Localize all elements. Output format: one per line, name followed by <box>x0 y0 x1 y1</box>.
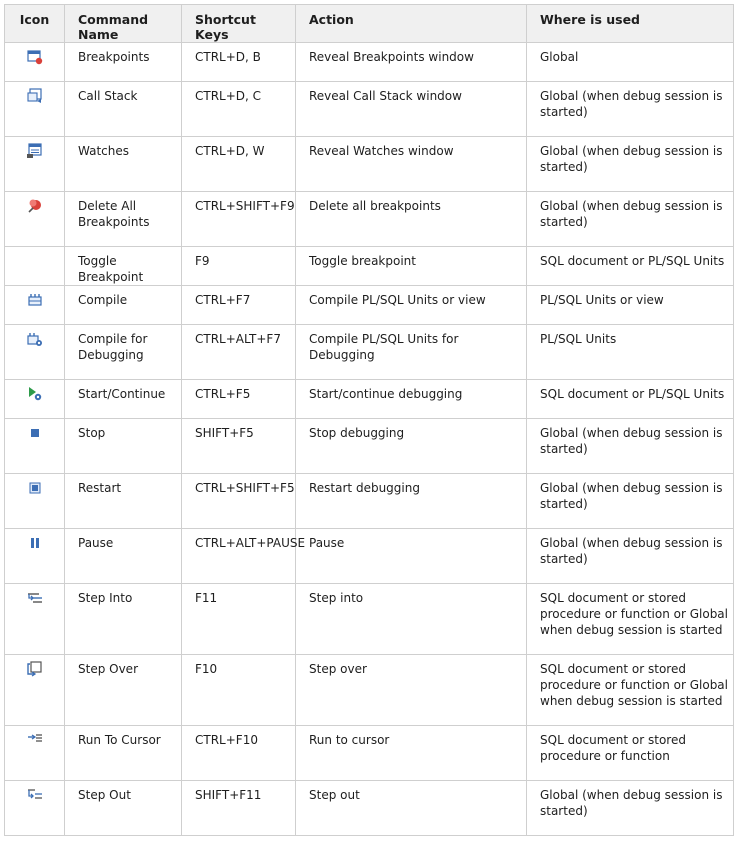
where-used-cell: Global (when debug session is started) <box>527 781 734 836</box>
icon-cell <box>5 726 65 781</box>
restart-icon <box>27 480 43 496</box>
where-used-cell: SQL document or PL/SQL Units <box>527 380 734 419</box>
table-row <box>5 192 734 247</box>
command-name-cell: Step Out <box>65 781 182 836</box>
breakpoints-window-icon <box>27 49 43 65</box>
shortcuts-table <box>4 4 734 836</box>
where-used-cell: PL/SQL Units or view <box>527 286 734 325</box>
action-cell: Restart debugging <box>296 474 527 529</box>
step-into-icon <box>27 590 43 606</box>
where-used-cell: SQL document or stored procedure or function or Global when debug session is started <box>527 655 734 726</box>
compile-icon <box>27 292 43 308</box>
action-cell: Step over <box>296 655 527 726</box>
icon-cell <box>5 655 65 726</box>
watches-window-icon <box>27 143 43 159</box>
pause-icon <box>27 535 43 551</box>
where-used-cell: PL/SQL Units <box>527 325 734 380</box>
action-cell: Delete all breakpoints <box>296 192 527 247</box>
shortcut-keys-cell: CTRL+ALT+PAUSE <box>182 529 296 584</box>
where-used-cell: Global (when debug session is started) <box>527 419 734 474</box>
shortcut-keys-cell: CTRL+SHIFT+F9 <box>182 192 296 247</box>
table-row <box>5 247 734 286</box>
action-cell: Toggle breakpoint <box>296 247 527 286</box>
delete-breakpoints-icon <box>27 198 43 214</box>
shortcut-keys-cell: CTRL+F7 <box>182 286 296 325</box>
table-row <box>5 474 734 529</box>
where-used-cell: SQL document or stored procedure or function <box>527 726 734 781</box>
table-row <box>5 655 734 726</box>
command-name-cell: Call Stack <box>65 82 182 137</box>
icon-cell <box>5 137 65 192</box>
icon-cell <box>5 43 65 82</box>
command-name-cell: Restart <box>65 474 182 529</box>
table-row <box>5 584 734 655</box>
action-cell: Reveal Call Stack window <box>296 82 527 137</box>
command-name-cell: Start/Continue <box>65 380 182 419</box>
step-out-icon <box>27 787 43 803</box>
command-name-cell: Step Into <box>65 584 182 655</box>
command-name-cell: Delete All Breakpoints <box>65 192 182 247</box>
shortcut-keys-cell: SHIFT+F5 <box>182 419 296 474</box>
shortcut-keys-cell: SHIFT+F11 <box>182 781 296 836</box>
shortcut-keys-cell: CTRL+D, W <box>182 137 296 192</box>
header-row <box>5 5 734 43</box>
compile-debug-icon <box>27 331 43 347</box>
table-row <box>5 726 734 781</box>
action-cell: Compile PL/SQL Units for Debugging <box>296 325 527 380</box>
action-cell: Start/continue debugging <box>296 380 527 419</box>
shortcut-keys-cell: F9 <box>182 247 296 286</box>
command-name-cell: Step Over <box>65 655 182 726</box>
command-name-cell: Compile <box>65 286 182 325</box>
shortcut-keys-cell: CTRL+D, C <box>182 82 296 137</box>
shortcut-keys-cell: F10 <box>182 655 296 726</box>
command-name-cell: Breakpoints <box>65 43 182 82</box>
action-cell: Pause <box>296 529 527 584</box>
header-icon: Icon <box>5 5 65 43</box>
action-cell: Stop debugging <box>296 419 527 474</box>
action-cell: Run to cursor <box>296 726 527 781</box>
shortcut-keys-cell: CTRL+SHIFT+F5 <box>182 474 296 529</box>
icon-cell <box>5 584 65 655</box>
action-cell: Compile PL/SQL Units or view <box>296 286 527 325</box>
action-cell: Reveal Watches window <box>296 137 527 192</box>
where-used-cell: SQL document or PL/SQL Units <box>527 247 734 286</box>
header-where-used: Where is used <box>527 5 734 43</box>
table-row <box>5 82 734 137</box>
icon-cell <box>5 286 65 325</box>
icon-cell <box>5 529 65 584</box>
command-name-cell: Stop <box>65 419 182 474</box>
header-action: Action <box>296 5 527 43</box>
command-name-cell: Toggle Breakpoint <box>65 247 182 286</box>
action-cell: Step into <box>296 584 527 655</box>
icon-cell <box>5 82 65 137</box>
command-name-cell: Watches <box>65 137 182 192</box>
icon-cell <box>5 781 65 836</box>
shortcut-keys-cell: F11 <box>182 584 296 655</box>
where-used-cell: Global (when debug session is started) <box>527 529 734 584</box>
header-shortcut-keys: Shortcut Keys <box>182 5 296 43</box>
stop-icon <box>27 425 43 441</box>
step-over-icon <box>27 661 43 677</box>
table-row <box>5 529 734 584</box>
where-used-cell: Global <box>527 43 734 82</box>
icon-cell <box>5 474 65 529</box>
table-row <box>5 325 734 380</box>
table-row <box>5 419 734 474</box>
action-cell: Step out <box>296 781 527 836</box>
shortcut-keys-cell: CTRL+D, B <box>182 43 296 82</box>
command-name-cell: Pause <box>65 529 182 584</box>
table-row <box>5 781 734 836</box>
call-stack-window-icon <box>27 88 43 104</box>
action-cell: Reveal Breakpoints window <box>296 43 527 82</box>
table-row <box>5 43 734 82</box>
table-row <box>5 137 734 192</box>
shortcut-keys-cell: CTRL+ALT+F7 <box>182 325 296 380</box>
where-used-cell: Global (when debug session is started) <box>527 192 734 247</box>
table-row <box>5 286 734 325</box>
icon-cell <box>5 192 65 247</box>
icon-cell <box>5 247 65 286</box>
where-used-cell: Global (when debug session is started) <box>527 137 734 192</box>
command-name-cell: Run To Cursor <box>65 726 182 781</box>
table-row <box>5 380 734 419</box>
run-to-cursor-icon <box>27 732 43 748</box>
where-used-cell: Global (when debug session is started) <box>527 474 734 529</box>
start-continue-icon <box>27 386 43 402</box>
header-command-name: Command Name <box>65 5 182 43</box>
icon-cell <box>5 380 65 419</box>
where-used-cell: Global (when debug session is started) <box>527 82 734 137</box>
icon-cell <box>5 419 65 474</box>
icon-cell <box>5 325 65 380</box>
shortcut-keys-cell: CTRL+F10 <box>182 726 296 781</box>
where-used-cell: SQL document or stored procedure or function or Global when debug session is started <box>527 584 734 655</box>
command-name-cell: Compile for Debugging <box>65 325 182 380</box>
shortcut-keys-cell: CTRL+F5 <box>182 380 296 419</box>
